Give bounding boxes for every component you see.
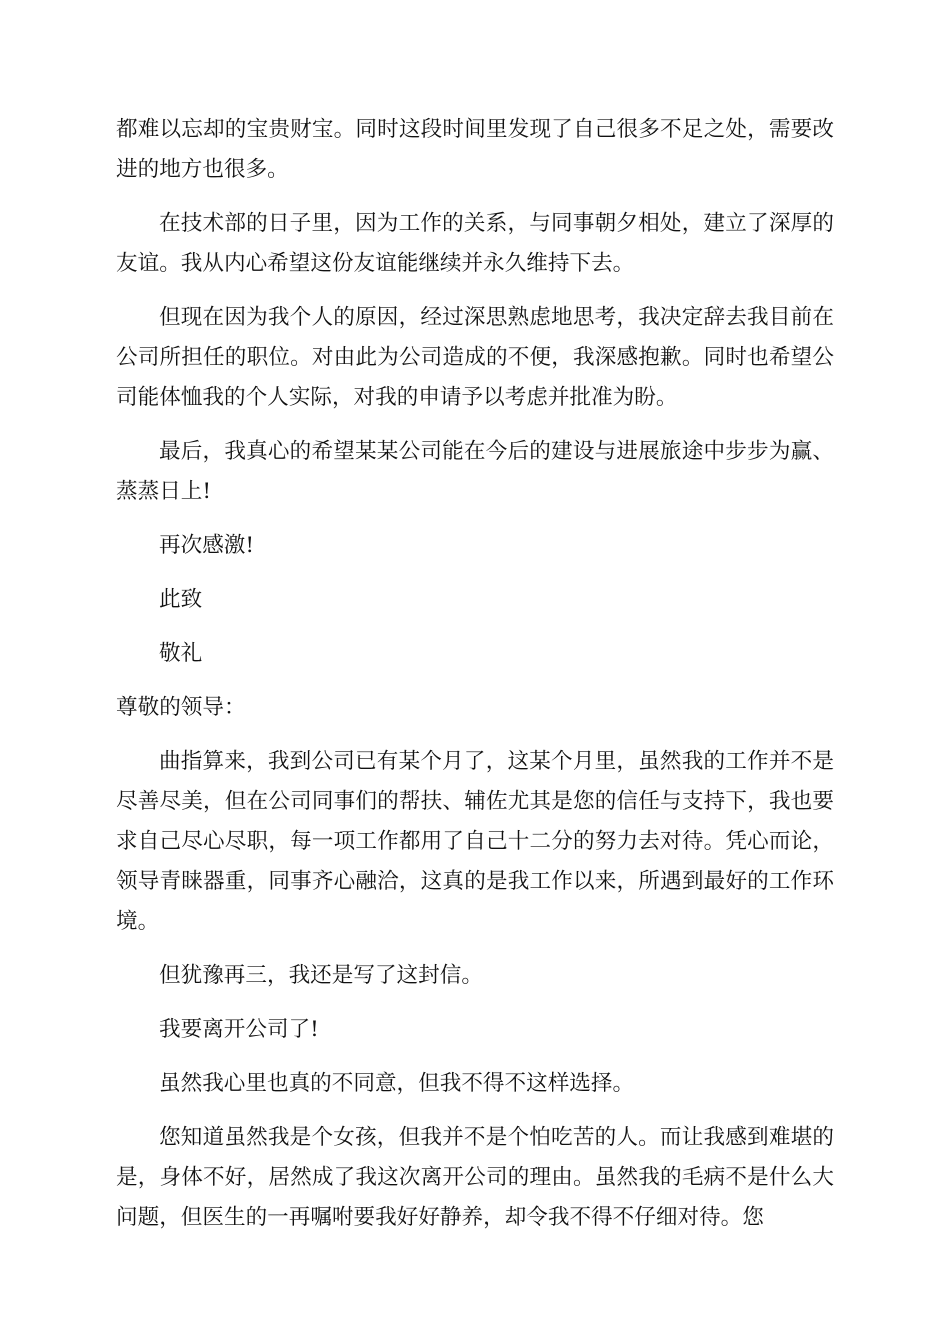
paragraph-thanks: 再次感激! [159, 533, 255, 558]
paragraph-continuation: 都难以忘却的宝贵财宝。同时这段时间里发现了自己很多不足之处，需要改进的地方也很多。 [116, 117, 834, 182]
paragraph-salutation-cizhi: 此致 [159, 587, 203, 612]
letter-greeting: 尊敬的领导： [116, 695, 246, 720]
document-page [116, 110, 834, 1252]
paragraph-reluctance: 虽然我心里也真的不同意，但我不得不这样选择。 [159, 1071, 635, 1096]
paragraph-salutation-jingli: 敬礼 [159, 641, 203, 666]
paragraph-hesitation: 但犹豫再三，我还是写了这封信。 [159, 963, 483, 988]
paragraph-leaving: 我要离开公司了! [159, 1017, 319, 1042]
paragraph-resignation-reason: 但现在因为我个人的原因，经过深思熟虑地思考，我决定辞去我目前在公司所担任的职位。对由此为公司造成的不便，我深感抱歉。同时也希望公司能体恤我的个人实际，对我的申请予以考虑并批准为盼。 [116, 305, 834, 410]
paragraph-health-reason: 您知道虽然我是个女孩，但我并不是个怕吃苦的人。而让我感到难堪的是，身体不好，居然成了我这次离开公司的理由。虽然我的毛病不是什么大问题，但医生的一再嘱咐要我好好静养，却令我不得不仔细对待。您 [116, 1125, 834, 1230]
paragraph-closing-wish: 最后，我真心的希望某某公司能在今后的建设与进展旅途中步步为赢、蒸蒸日上! [116, 439, 834, 504]
paragraph-work-review: 曲指算来，我到公司已有某个月了，这某个月里，虽然我的工作并不是尽善尽美，但在公司同事们的帮扶、辅佐尤其是您的信任与支持下，我也要求自己尽心尽职，每一项工作都用了自己十二分的努力去对待。凭心而论，领导青睐器重，同事齐心融洽，这真的是我工作以来，所遇到最好的工作环境。 [116, 749, 834, 934]
paragraph-friendship: 在技术部的日子里，因为工作的关系，与同事朝夕相处，建立了深厚的友谊。我从内心希望这份友谊能继续并永久维持下去。 [116, 211, 834, 276]
